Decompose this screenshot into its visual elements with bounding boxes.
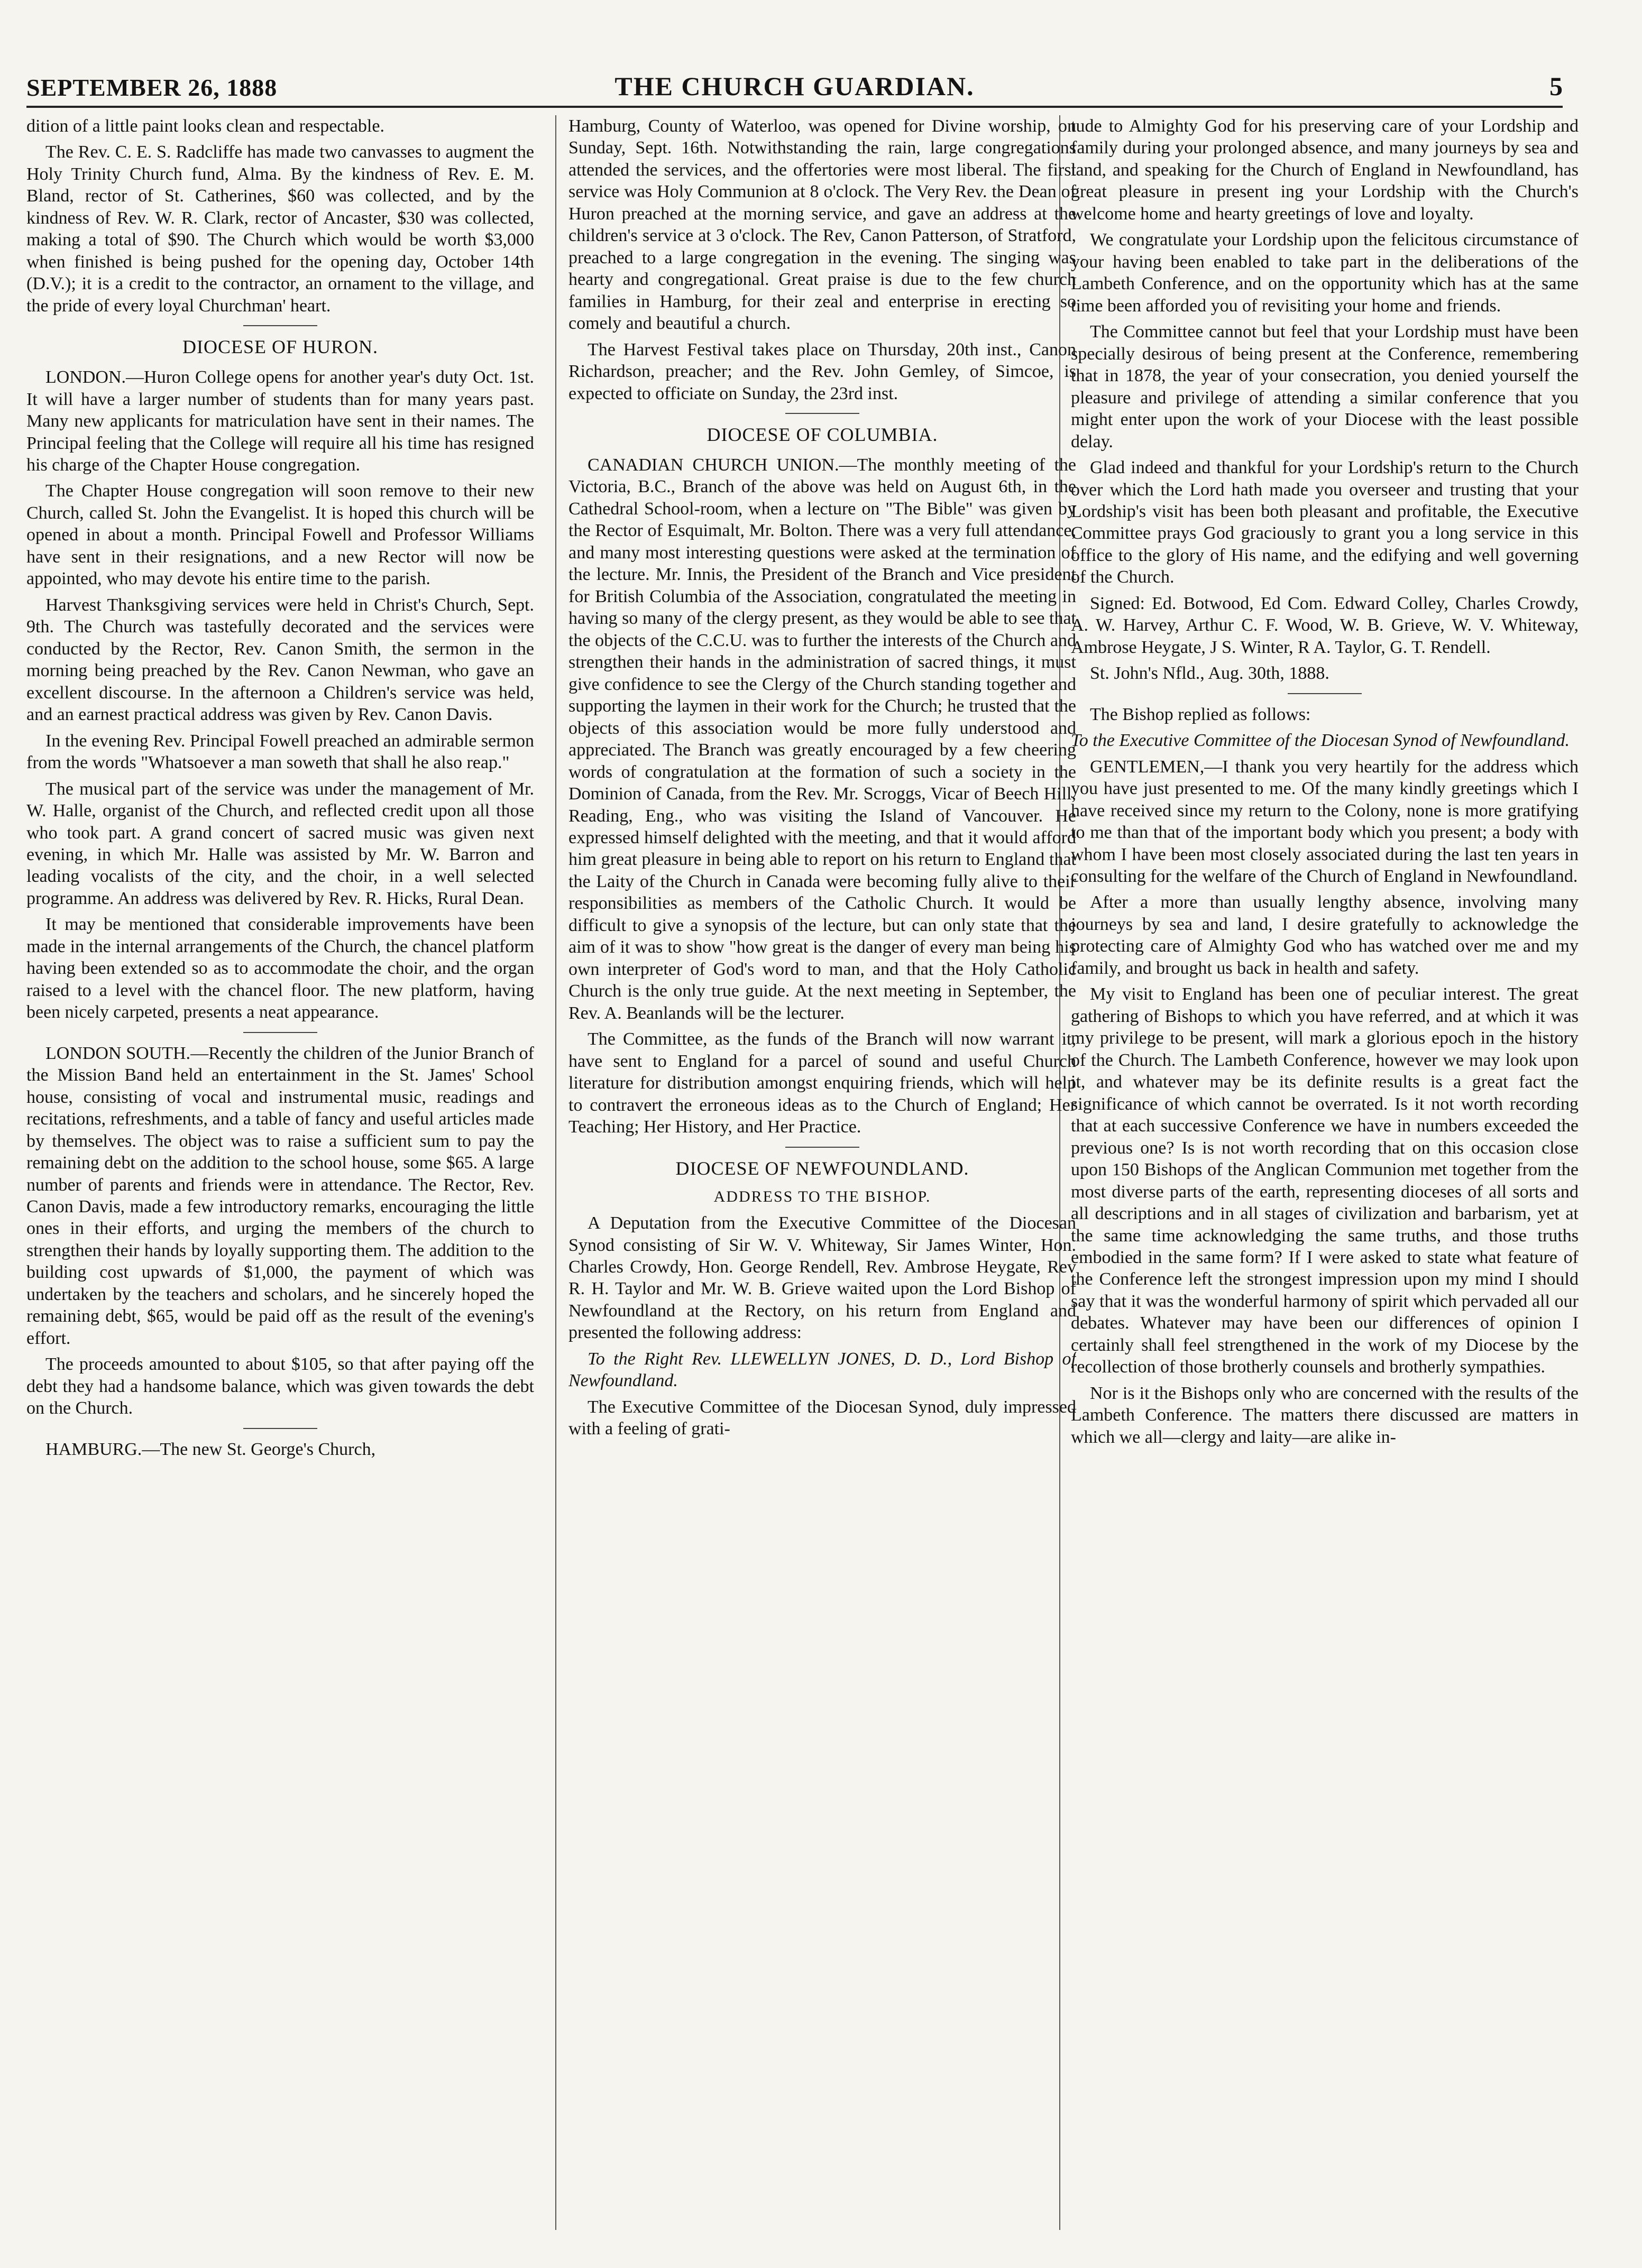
section-divider bbox=[785, 1147, 859, 1148]
section-heading: DIOCESE OF HURON. bbox=[182, 336, 379, 358]
item-label: HAMBURG. bbox=[45, 1439, 142, 1459]
paragraph: The Committee, as the funds of the Branch will now warrant it, have sent to England for a parcel of sound and useful Church literature for distribution amongst enquiring friends, which will help to contravert the erroneous ideas as to the Church of England; Her Teaching; Her History, and Her Practice. bbox=[568, 1029, 1076, 1137]
item-label: GENTLEMEN, bbox=[1090, 757, 1205, 777]
paragraph bbox=[1071, 756, 1579, 888]
page-header bbox=[26, 71, 1563, 108]
item-label: LONDON SOUTH. bbox=[45, 1043, 191, 1063]
section-divider bbox=[785, 413, 859, 414]
paragraph: The musical part of the service was under the management of Mr. W. Halle, organist of the Church, and reflected credit upon all those who took part. A grand concert of sacred music was given next evening, in which Mr. Halle was assisted by Mr. W. Barron and leading vocalists of the city, and the choir, in a well selected programme. An address was delivered by Rev. R. Hicks, Rural Dean. bbox=[26, 779, 534, 908]
signatories: Signed: Ed. Botwood, Ed Com. Edward Colley, Charles Crowdy, A. W. Harvey, Arthur C. F. Wood, W. B. Grieve, W. V. Whiteway, Ambrose Heygate, J S. Winter, R A. Taylor, G. T. Rendell. bbox=[1071, 593, 1579, 657]
page-number: 5 bbox=[1549, 71, 1563, 101]
section-heading: DIOCESE OF COLUMBIA. bbox=[707, 424, 938, 446]
section-divider bbox=[1288, 693, 1362, 694]
paragraph: After a more than usually lengthy absence, involving many journeys by sea and land, I desire gratefully to acknowledge the protecting care of Almighty God who has watched over me and my family, and brought us back in health and safety. bbox=[1071, 892, 1579, 978]
paragraph: The Rev. C. E. S. Radcliffe has made two canvasses to augment the Holy Trinity Church fund, Alma. By the kindness of Rev. E. M. Bland, rector of St. Catherines, $60 was collected, and by the kindness of Rev. W. R. Clark, rector of Ancaster, $30 was collected, making a total of $90. The Church which would be worth $3,000 when finished is being pushed for the opening day, October 14th (D.V.); it is a credit to the contractor, an ornament to the village, and the pride of every loyal Churchman' heart. bbox=[26, 142, 534, 316]
paragraph: The proceeds amounted to about $105, so that after paying off the debt they had a handsome balance, which was given towards the debt on the Church. bbox=[26, 1354, 534, 1418]
paragraph: The Chapter House congregation will soon remove to their new Church, called St. John the Evangelist. It is hoped this church will be opened in about a month. Principal Fowell and Professor Williams have sent in their resignations, and a new Rector will now be appointed, who may devote his entire time to the parish. bbox=[26, 481, 534, 589]
paragraph: A Deputation from the Executive Committee of the Diocesan Synod consisting of Sir W. V. Whiteway, Sir James Winter, Hon. Charles Crowdy, Hon. George Rendell, Rev. Ambrose Heygate, Rev R. H. Taylor and Mr. W. B. Grieve waited upon the Lord Bishop of Newfoundland at the Rectory, on his return from England and presented the following address: bbox=[568, 1213, 1076, 1343]
section-divider bbox=[243, 1428, 317, 1429]
paragraph: In the evening Rev. Principal Fowell preached an admirable sermon from the words "Whatsoever a man soweth that shall he also reap." bbox=[26, 731, 534, 773]
item-text: —The new St. George's Church, bbox=[142, 1439, 376, 1459]
column-divider bbox=[555, 115, 556, 2230]
item-text: —The monthly meeting of the Victoria, B.C., Branch of the above was held on August 6th, in the Cathedral School-room, when a lecture on "The Bible" was given by the Rector of Esquimalt, Mr. Bolton. There was a very full attendance, and many most interesting questions were asked at the termination of the lecture. Mr. Innis, the President of the Branch and Vice president for British Columbia of the Association, congratulated the meeting in having so many of the clergy present, as they would be able to see that the objects of the C.C.U. was to further the interests of the Church and strengthen their hands in the administration of sacred things, it must give confidence to see the Clergy of the Church standing together and supporting the laymen in their work for the Church; he trusted that the objects of this association would be more fully understood and appreciated. The Branch was greatly encouraged by a few cheering words of congratulation at the formation of such a society in the Dominion of Canada, from the Rev. Mr. Scroggs, Vicar of Beech Hill, Reading, Eng., who was visiting the Island of Vancouver. He expressed himself delighted with the meeting, and that it would afford him great pleasure in being able to report on his return to England that the Laity of the Church in Canada were becoming fully alive to their responsibilities as members of the Catholic Church. It would be difficult to give a synopsis of the lecture, but can only state that the aim of it was to show "how great is the danger of every man being his own interpreter of God's word to man, and that the Holy Catholic Church is the only true guide. At the next meeting in September, the Rev. A. Beanlands will be the lecturer. bbox=[568, 455, 1076, 1023]
paragraph: The Harvest Festival takes place on Thursday, 20th inst., Canon Richardson, preacher; and the Rev. John Gemley, of Simcoe, is expected to officiate on Sunday, the 23rd inst. bbox=[568, 339, 1076, 403]
paragraph: We congratulate your Lordship upon the felicitous circumstance of your having been enabled to take part in the deliberations of the Lambeth Conference, and on the opportunity which has at the same time been afforded you of revisiting your home and friends. bbox=[1071, 230, 1579, 316]
paragraph bbox=[26, 366, 534, 476]
masthead-title: THE CHURCH GUARDIAN. bbox=[614, 71, 975, 101]
paragraph: The Committee cannot but feel that your Lordship must have been specially desirous of being present at the Conference, remembering that in 1878, the year of your consecration, you denied yourself the pleasure and privilege of attending a similar conference that you might enter upon the work of your Diocese with the least possible delay. bbox=[1071, 322, 1579, 451]
address-salutation: To the Right Rev. LLEWELLYN JONES, D. D., Lord Bishop of Newfoundland. bbox=[568, 1349, 1076, 1391]
paragraph: The Bishop replied as follows: bbox=[1090, 704, 1311, 724]
paragraph: The Executive Committee of the Diocesan Synod, duly impressed with a feeling of grati- bbox=[568, 1397, 1076, 1439]
section-divider bbox=[243, 1032, 317, 1033]
issue-date: SEPTEMBER 26, 1888 bbox=[26, 74, 278, 101]
paragraph: tude to Almighty God for his preserving care of your Lordship and family during your prolonged absence, and many journeys by sea and land, and speaking for the Church of England in Newfoundland, has great pleasure in present ing your Lordship with the Church's welcome home and hearty greetings of love and loyalty. bbox=[1071, 116, 1579, 224]
dateline: St. John's Nfld., Aug. 30th, 1888. bbox=[1090, 663, 1329, 684]
column-2 bbox=[568, 115, 1076, 2230]
paragraph: Hamburg, County of Waterloo, was opened for Divine worship, on Sunday, Sept. 16th. Notwithstanding the rain, large congregations attended the services, and the offertories were most liberal. The first service was Holy Communion at 8 o'clock. The Very Rev. the Dean of Huron preached at the morning service, and gave an address at the children's service at 3 o'clock. The Rev, Canon Patterson, of Stratford, preached to a large congregation in the evening. The singing was hearty and congregational. Great praise is due to the few church families in Hamburg, for their zeal and enterprise in erecting so comely and beautiful a church. bbox=[568, 116, 1076, 334]
paragraph bbox=[26, 1439, 534, 1460]
paragraph: Harvest Thanksgiving services were held in Christ's Church, Sept. 9th. The Church was tastefully decorated and the services were conducted by the Rector, Rev. Canon Smith, the sermon in the morning being preached by the Rev. Canon Newman, who gave an excellent discourse. In the afternoon a Children's service was held, and an earnest practical address was given by Rev. Canon Davis. bbox=[26, 595, 534, 725]
section-divider bbox=[243, 325, 317, 326]
item-label: CANADIAN CHURCH UNION. bbox=[588, 455, 839, 475]
item-text: —Huron College opens for another year's duty Oct. 1st. It will have a larger number of students than for many years past. Many new applicants for matriculation have sent in their names. The Principal feeling that the College will require all his time has resigned his charge of the Chapter House congregation. bbox=[26, 367, 534, 475]
item-label: LONDON. bbox=[45, 367, 126, 388]
paragraph bbox=[568, 454, 1076, 1024]
paragraph: Glad indeed and thankful for your Lordship's return to the Church over which the Lord hath made you overseer and trusting that your Lordship's visit has been both pleasant and profitable, the Executive Committee prays God graciously to grant you a long service in this office to the glory of His name, and the edifying and well governing of the Church. bbox=[1071, 458, 1579, 587]
item-text: —I thank you very heartily for the address which you have just presented to me. Of the many kindly greetings which I have received since my return to the Colony, none is more gratifying to me than that of the important body which you present; a body with whom I have been most closely associated during the last ten years in consulting for the welfare of the Church of England in Newfoundland. bbox=[1071, 757, 1579, 886]
section-heading: DIOCESE OF NEWFOUNDLAND. bbox=[675, 1157, 969, 1179]
paragraph: dition of a little paint looks clean and respectable. bbox=[26, 116, 384, 136]
paragraph: It may be mentioned that considerable improvements have been made in the internal arrangements of the Church, the chancel platform having been extended so as to accommodate the choir, and the organ raised to a level with the chancel floor. The new platform, having been nicely carpeted, presents a neat appearance. bbox=[26, 915, 534, 1022]
item-text: —Recently the children of the Junior Branch of the Mission Band held an entertainment in the St. James' School house, consisting of vocal and instrumental music, readings and recitations, refreshments, and a table of fancy and useful articles made by themselves. The object was to raise a sufficient sum to pay the remaining debt on the addition to the school house, some $65. A large number of parents and friends were in attendance. The Rector, Rev. Canon Davis, made a few introductory remarks, encouraging the little ones in their efforts, and urging the members of the church to strengthen their hands by loyally supporting them. The addition to the building cost upwards of $1,000, the payment of which was undertaken by the teachers and scholars, and he sincerely hoped the remaining debt, $65, would be paid off as the result of the evening's effort. bbox=[26, 1043, 534, 1348]
paragraph: Nor is it the Bishops only who are concerned with the results of the Lambeth Conference. The matters there discussed are matters in which we all—clergy and laity—are alike in- bbox=[1071, 1383, 1579, 1447]
paragraph: My visit to England has been one of peculiar interest. The great gathering of Bishops to which you have referred, and at which it was my privilege to be present, will mark a glorious epoch in the history of the Church. The Lambeth Conference, however we may look upon it, and whatever may be its definite results is a great fact the significance of which cannot be overrated. Is it not worth recording that at each successive Conference we have in numbers exceeded the previous one? Is is not worth recording that on this occasion close upon 150 Bishops of the Anglican Communion met together from the most diverse parts of the earth, representing dioceses of all sorts and all descriptions and in all stages of civilization and barbarism, yet at the same time acknowledging the same truths, and those truths embodied in the same form? If I were asked to state what feature of the Conference left the strongest impression upon my mind I should say that it was the wonderful harmony of spirit which pervaded all our debates. Whatever may have been our differences of opinion I certainly shall feel strengthened in the work of my Diocese by the recollection of those brotherly counsels and brotherly sympathies. bbox=[1071, 984, 1579, 1377]
column-1 bbox=[26, 115, 534, 2230]
subheading: ADDRESS TO THE BISHOP. bbox=[713, 1188, 931, 1206]
reply-salutation: To the Executive Committee of the Diocesan Synod of Newfoundland. bbox=[1071, 731, 1570, 751]
column-3 bbox=[1071, 115, 1579, 2230]
paragraph bbox=[26, 1043, 534, 1350]
